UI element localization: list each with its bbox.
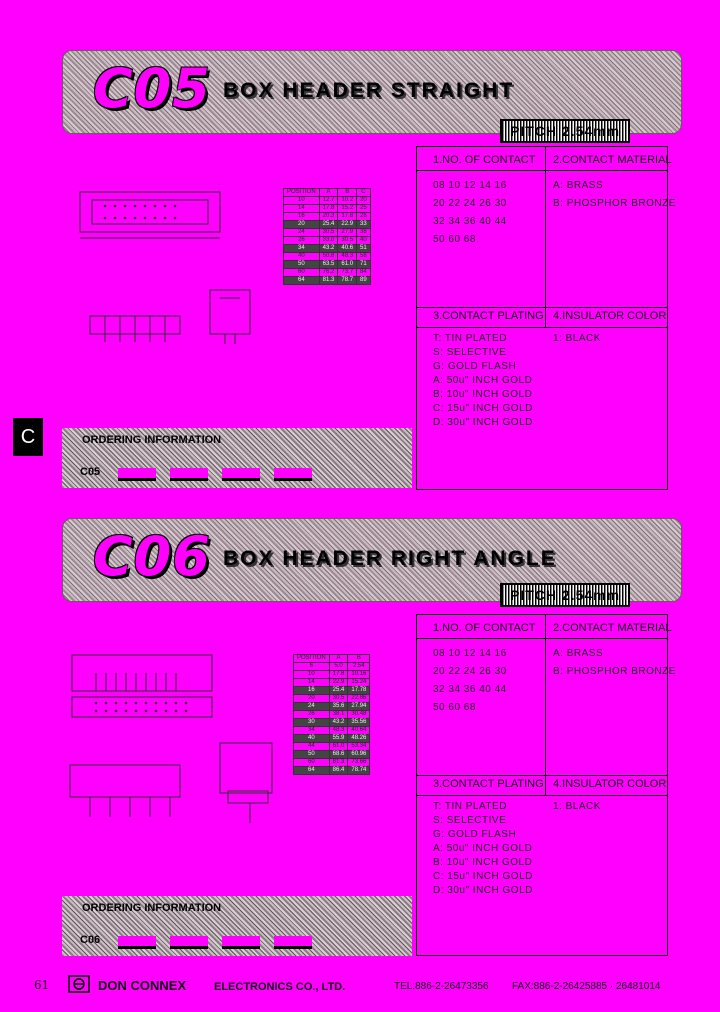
c06-code: C06 [93,525,211,588]
c06-material-line: A: BRASS [553,648,604,659]
company-suffix: ELECTRONICS CO., LTD. [214,981,346,993]
c05-plating-line: G: GOLD FLASH [433,361,517,372]
c06-ordering-prefix: C06 [80,934,101,946]
c05-order-slot [222,468,260,481]
c05-ordering-box [62,428,412,488]
c06-contacts-line: 20 22 24 26 30 [433,666,507,677]
c06-plating-line: A: 50u" INCH GOLD [433,843,533,854]
c05-drawing [60,180,280,350]
c05-order-slot [118,468,156,481]
c06-contacts-header: 1.NO. OF CONTACT [433,622,536,634]
page-number: 61 [34,978,50,992]
c05-material-header: 2.CONTACT MATERIAL [553,154,672,166]
c05-code: C05 [93,57,211,120]
c05-contacts-line: 32 34 36 40 44 [433,216,507,227]
c06-contacts-line: 32 34 36 40 44 [433,684,507,695]
c05-order-slot [274,468,312,481]
c06-contacts-line: 50 60 68 [433,702,476,713]
c06-plating-line: T: TIN PLATED [433,801,507,812]
c05-contacts-line: 20 22 24 26 30 [433,198,507,209]
c05-pitch: PITCH 2.54mm [500,119,630,143]
c05-plating-line: D: 30u" INCH GOLD [433,417,533,428]
c05-ordering-title: ORDERING INFORMATION [82,434,222,446]
c06-spec-panel [416,614,676,956]
c05-spec-panel [416,146,676,490]
c05-plating-line: A: 50u" INCH GOLD [433,375,533,386]
c06-position-table: POSITION A B 6 5.0 2.54 10 17.8 10.16 14 22.9 15.24 16 25.4 17.78 20 30.5 22.86 24 35.6 27.94 26 38.1 30.48 30 43.2 35.56 34 48.3 40.64 40 55.9 48.26 44 61.0 53.34 50 68.6 60.96 60 81.3 73.66 64 86.4 78.74 [293,654,370,775]
company-fax: FAX:886-2-26425885 · 26481014 [512,981,661,992]
c06-plating-line: G: GOLD FLASH [433,829,517,840]
c06-color-line: 1: BLACK [553,801,601,812]
c06-order-slot [222,936,260,949]
c06-plating-line: C: 15u" INCH GOLD [433,871,533,882]
c06-plating-header: 3.CONTACT PLATING [433,778,544,790]
c06-color-header: 4.INSULATOR COLOR [553,778,667,790]
c06-order-slot [170,936,208,949]
c05-ordering-prefix: C05 [80,466,101,478]
c05-contacts-header: 1.NO. OF CONTACT [433,154,536,166]
c06-plating-line: B: 10u" INCH GOLD [433,857,533,868]
c05-contacts-line: 08 10 12 14 16 [433,180,507,191]
section-tab-c: C [13,418,43,456]
c05-material-line: B: PHOSPHOR BRONZE [553,198,676,209]
c06-ordering-box [62,896,412,956]
c06-plating-line: S: SELECTIVE [433,815,507,826]
c05-order-slot [170,468,208,481]
c05-color-line: 1: BLACK [553,333,601,344]
c06-plating-line: D: 30u" INCH GOLD [433,885,533,896]
c05-contacts-line: 50 60 68 [433,234,476,245]
c05-color-header: 4.INSULATOR COLOR [553,310,667,322]
c05-material-line: A: BRASS [553,180,604,191]
company-logo-icon [68,975,90,993]
company-tel: TEL:886-2-26473356 [394,981,489,992]
c05-plating-line: T: TIN PLATED [433,333,507,344]
company-name: DON CONNEX [98,978,187,993]
c06-ordering-title: ORDERING INFORMATION [82,902,222,914]
c06-material-header: 2.CONTACT MATERIAL [553,622,672,634]
c06-material-line: B: PHOSPHOR BRONZE [553,666,676,677]
c06-title: BOX HEADER RIGHT ANGLE [223,547,557,570]
c05-plating-line: S: SELECTIVE [433,347,507,358]
c06-contacts-line: 08 10 12 14 16 [433,648,507,659]
c05-plating-line: B: 10u" INCH GOLD [433,389,533,400]
c06-pitch: PITCH 2.54mm [500,583,630,607]
c05-title: BOX HEADER STRAIGHT [223,79,515,102]
c06-order-slot [274,936,312,949]
c06-order-slot [118,936,156,949]
c05-position-table: POSITION A B C 10 12.7 10.2 20 14 17.8 15.2 25 16 20.3 17.8 28 20 25.4 22.9 33 24 30.5 27.9 38 26 33.0 30.5 40 34 43.2 40.6 51 40 50.8 48.3 58 50 63.5 61.0 71 60 76.2 73.7 84 64 81.3 78.7 89 [283,188,371,285]
c05-plating-line: C: 15u" INCH GOLD [433,403,533,414]
c06-drawing [60,645,285,835]
c05-plating-header: 3.CONTACT PLATING [433,310,544,322]
